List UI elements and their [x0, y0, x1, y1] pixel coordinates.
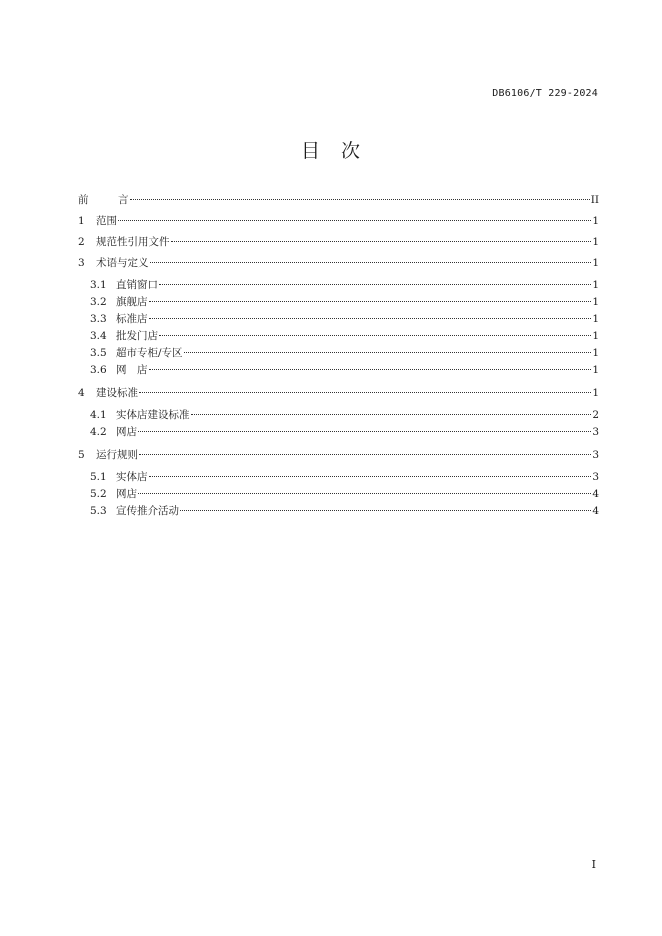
dot-leader	[149, 301, 592, 302]
toc-entry-3-4[interactable]	[90, 328, 599, 344]
toc-entry-title: 实体店	[116, 471, 148, 483]
toc-entry-title: 旗舰店	[116, 296, 148, 308]
toc-entry-number: 5.3	[90, 505, 107, 517]
toc-entry-number: 5.1	[90, 471, 107, 483]
toc-entry-3-3[interactable]	[90, 311, 599, 327]
toc-entry-title: 批发门店	[116, 330, 158, 342]
toc-entry-5[interactable]	[78, 447, 599, 463]
dot-leader	[130, 199, 590, 200]
toc-entry-5-2[interactable]	[90, 486, 599, 502]
toc-entry-3-2[interactable]	[90, 294, 599, 310]
toc-entry-page: 1	[592, 296, 599, 308]
toc-entry-title: 网 店	[116, 364, 148, 376]
toc-entry-title: 网店	[116, 426, 137, 438]
toc-entry-number: 4.2	[90, 426, 107, 438]
toc-entry-number: 3.6	[90, 364, 107, 376]
toc-entry-3-5[interactable]	[90, 345, 599, 361]
toc-entry-page: 1	[592, 257, 599, 269]
dot-leader	[118, 220, 591, 221]
toc-entry-title: 范围	[96, 215, 117, 227]
toc-entry-number: 3.1	[90, 279, 107, 291]
toc-entry-4-1[interactable]	[90, 407, 599, 423]
toc-entry-4[interactable]	[78, 385, 599, 401]
toc-entry-number: 1	[78, 215, 85, 227]
toc-entry-title: 网店	[116, 488, 137, 500]
toc-entry-page: 1	[592, 313, 599, 325]
toc-entry-title: 实体店建设标准	[116, 409, 190, 421]
toc-entry-number: 5.2	[90, 488, 107, 500]
dot-leader	[139, 392, 591, 393]
toc-title: 目 次	[300, 140, 361, 162]
dot-leader	[171, 241, 592, 242]
toc-entry-title: 直销窗口	[116, 279, 158, 291]
toc-entry-number: 3.5	[90, 347, 107, 359]
toc-entry-number: 4.1	[90, 409, 107, 421]
toc-entry-title: 言	[118, 194, 129, 206]
toc-entry-title: 规范性引用文件	[96, 236, 170, 248]
toc-entry-3[interactable]	[78, 255, 599, 271]
toc-entry-number: 3	[78, 257, 85, 269]
toc-entry-page: 3	[592, 471, 599, 483]
toc-entry-1[interactable]	[78, 213, 599, 229]
toc-entry-page: 1	[592, 330, 599, 342]
toc-entry-3-1[interactable]	[90, 277, 599, 293]
dot-leader	[149, 369, 592, 370]
dot-leader	[149, 318, 592, 319]
toc-entry-number: 3.2	[90, 296, 107, 308]
toc-entry-4-2[interactable]	[90, 424, 599, 440]
toc-entry-number: 4	[78, 387, 85, 399]
dot-leader	[138, 431, 591, 432]
dot-leader	[150, 262, 592, 263]
toc-entry-number: 3.3	[90, 313, 107, 325]
toc-entry-number: 5	[78, 449, 85, 461]
toc-entry-number: 2	[78, 236, 85, 248]
dot-leader	[159, 284, 591, 285]
dot-leader	[180, 510, 591, 511]
toc-entry-page: 1	[592, 215, 599, 227]
toc-entry-title: 宣传推介活动	[116, 505, 179, 517]
toc-entry-5-3[interactable]	[90, 503, 599, 519]
toc-entry-number: 3.4	[90, 330, 107, 342]
toc-entry-page: II	[590, 194, 599, 206]
toc-entry-preface[interactable]	[78, 192, 599, 208]
dot-leader	[139, 454, 591, 455]
toc-entry-page: 4	[592, 488, 599, 500]
toc-entry-page: 1	[592, 347, 599, 359]
toc-entry-2[interactable]	[78, 234, 599, 250]
toc-entry-page: 1	[592, 236, 599, 248]
toc-entry-page: 4	[592, 505, 599, 517]
toc-entry-title: 标准店	[116, 313, 148, 325]
dot-leader	[149, 476, 592, 477]
dot-leader	[159, 335, 591, 336]
toc-entry-page: 1	[592, 387, 599, 399]
toc-entry-title: 建设标准	[96, 387, 138, 399]
page-number: I	[591, 858, 596, 871]
toc-entry-title: 运行规则	[96, 449, 138, 461]
dot-leader	[184, 352, 592, 353]
toc-entry-title: 超市专柜/专区	[116, 347, 183, 359]
toc-entry-page: 3	[592, 449, 599, 461]
document-code: DB6106/T 229-2024	[492, 88, 598, 99]
dot-leader	[138, 493, 591, 494]
dot-leader	[191, 414, 592, 415]
toc-entry-page: 2	[592, 409, 599, 421]
toc-entry-title: 术语与定义	[96, 257, 149, 269]
toc-entry-page: 1	[592, 364, 599, 376]
toc-entry-page: 1	[592, 279, 599, 291]
toc-entry-3-6[interactable]	[90, 362, 599, 378]
toc-entry-5-1[interactable]	[90, 469, 599, 485]
toc-entry-number: 前	[78, 194, 89, 206]
toc-entry-page: 3	[592, 426, 599, 438]
